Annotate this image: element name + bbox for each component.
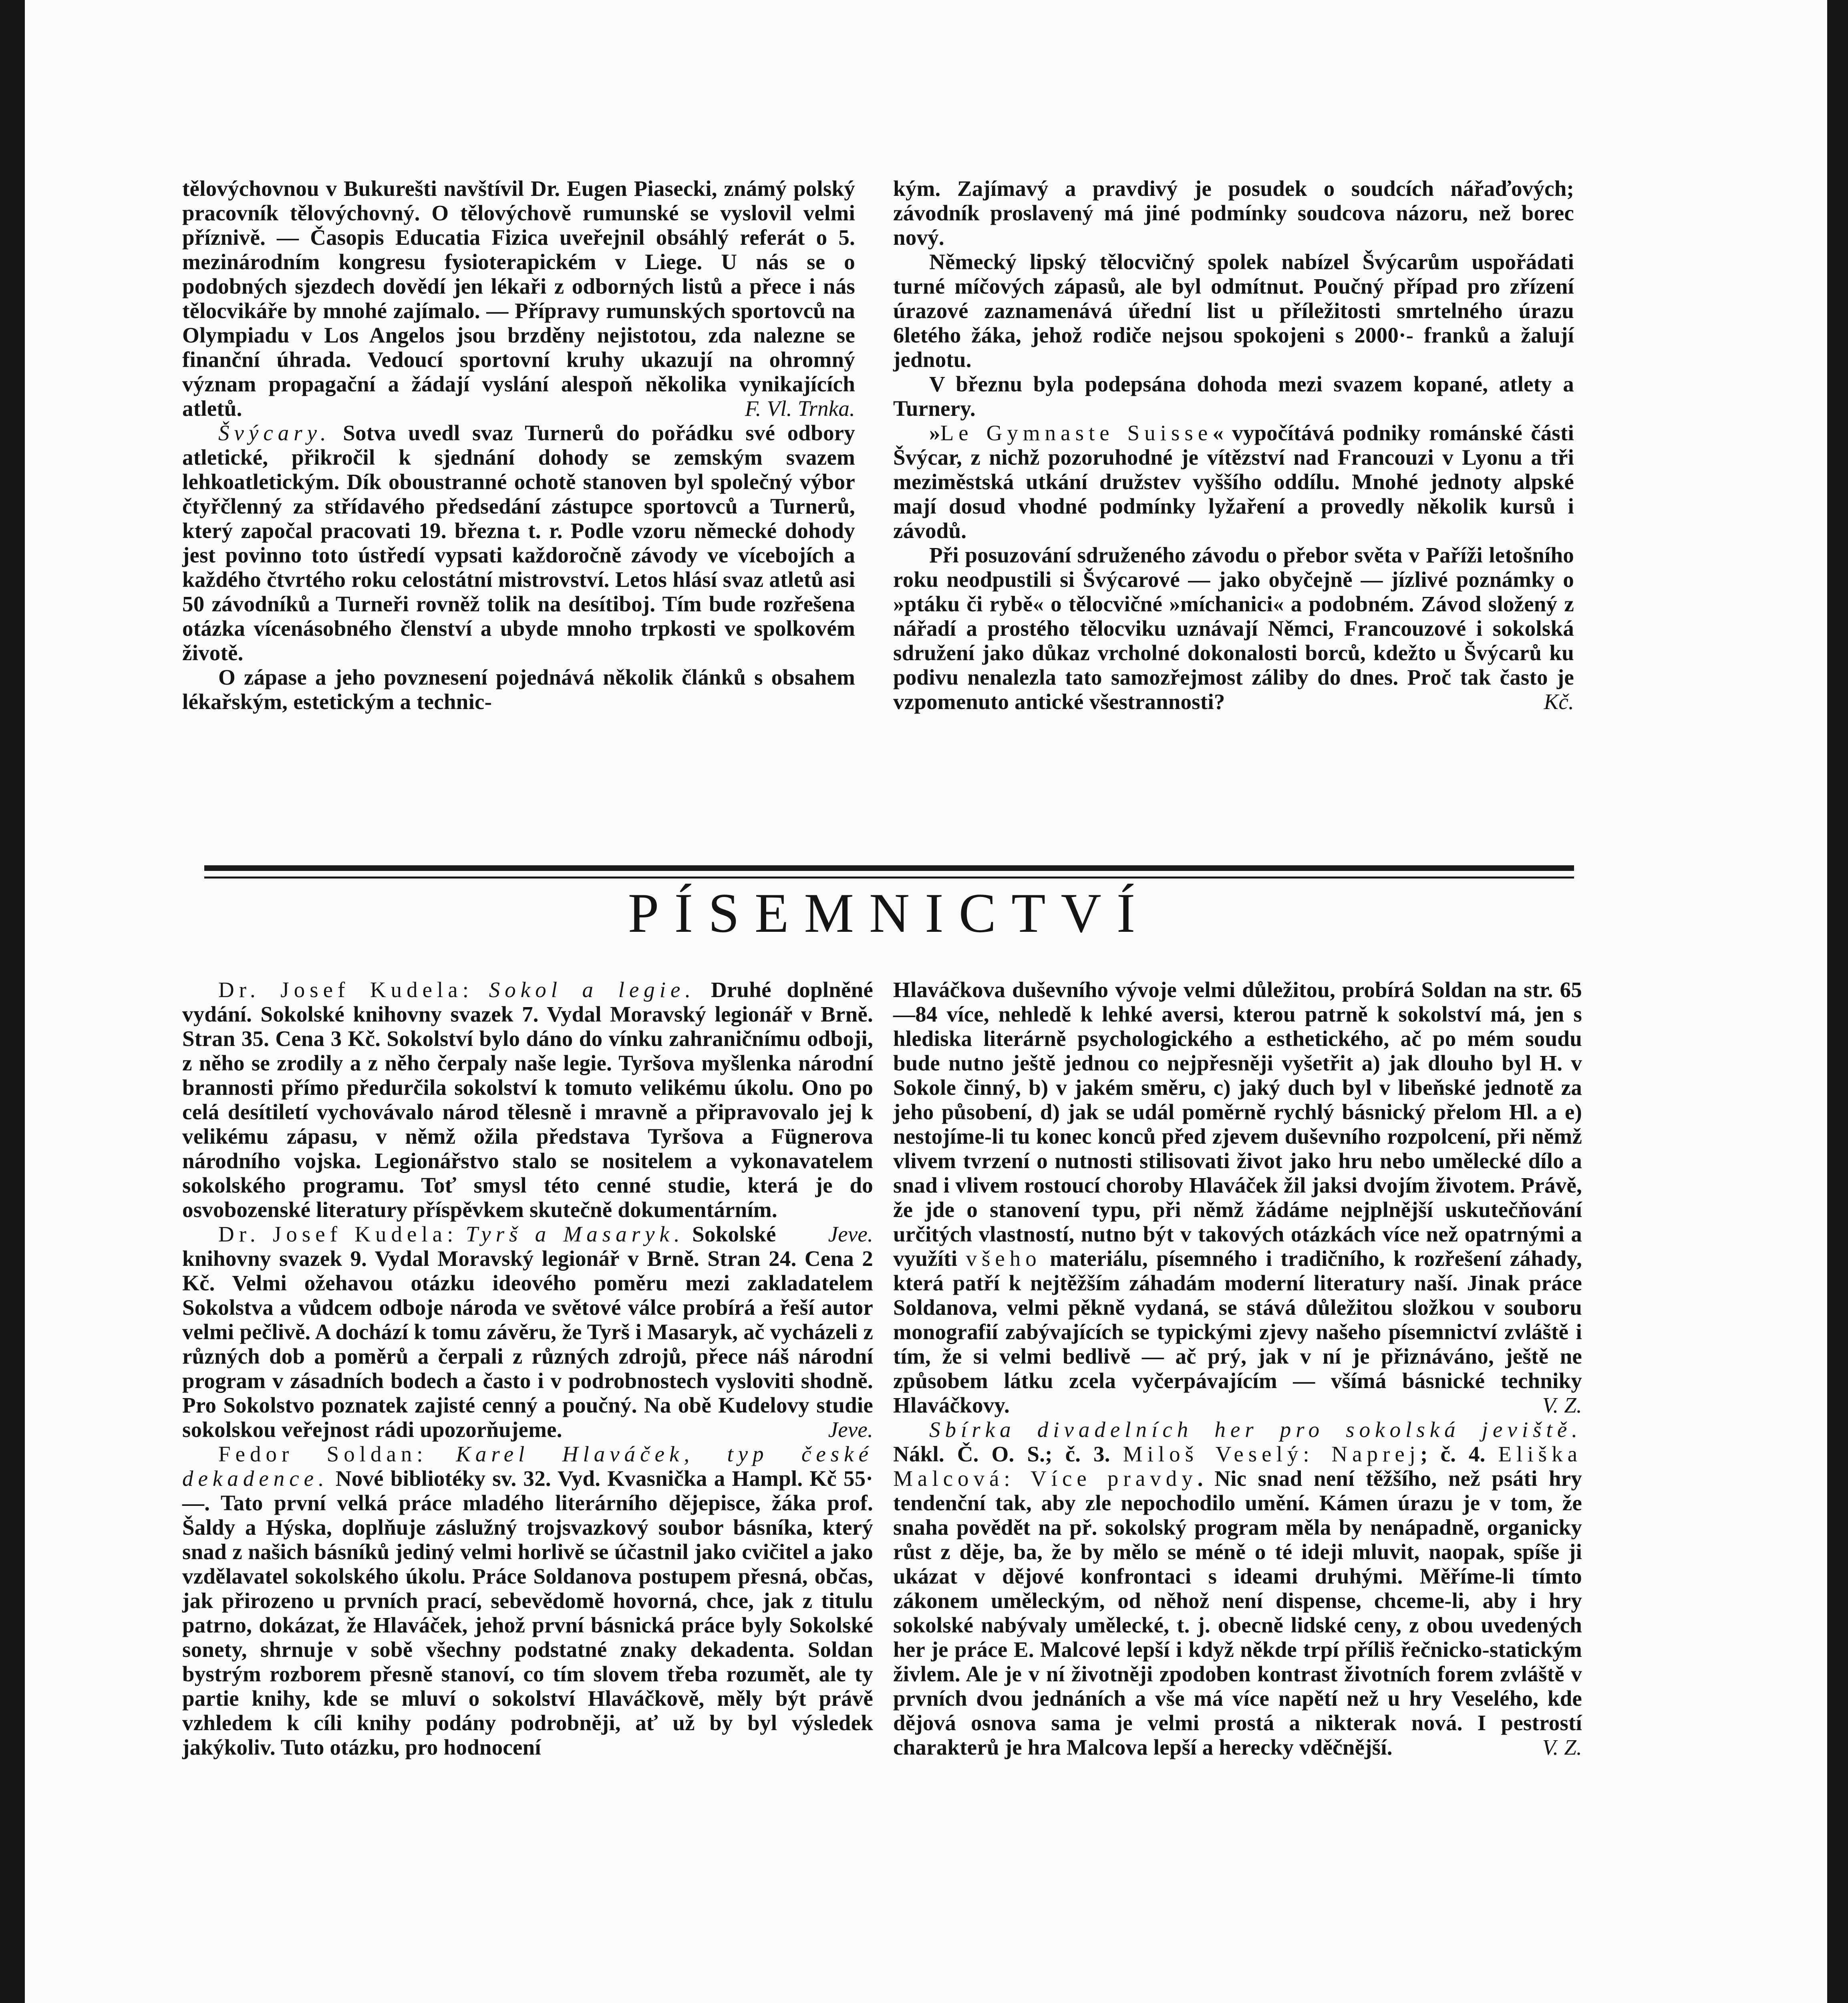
signature: Kč. — [1544, 689, 1574, 714]
review: Dr. Josef Kudela: Sokol a legie. Druhé doplněné vydání. Sokolské knihovny svazek 7. Vydal Moravský legionář v Brně. Stran 35. Cena 3 Kč. Sokolství bylo dáno do vínku zahraničnímu odboji, z něho se zrodily a z něho čerpaly naše legie. Tyršova myšlenka národní brannosti přímo předurčila sokolství k tomuto velikému úkolu. Ono po celá desítiletí vychovávalo národ tělesně i mravně a připravovalo jej k velikému zápasu, v němž ožila představa Tyršova a Fügnerova národního vojska. Legionářstvo stalo se nositelem a vykonavatelem sokolského programu. Toť smysl této cenné studie, která je do osvobozenské literatury příspěvkem skutečně dokumentárním. Jeve. — [182, 977, 874, 1246]
review-book-title: Tyrš a Masaryk. — [465, 1222, 684, 1246]
top-left-column — [182, 176, 855, 805]
top-right-column — [893, 176, 1574, 805]
play-title: Eliška Malcová: Více pravdy — [893, 1442, 1582, 1491]
journal-name: Le Gymnaste Suisse — [940, 421, 1213, 445]
review-book-title: Sokol a legie. — [489, 977, 696, 1002]
review-book-title: Karel Hlaváček, typ české dekadence. — [182, 1442, 873, 1491]
signature: V. Z. — [1542, 1735, 1582, 1759]
review-author: Dr. Josef Kudela: — [218, 977, 474, 1002]
scan-border-left — [0, 0, 25, 2003]
play-title: Miloš Veselý: Naprej — [1123, 1442, 1421, 1466]
review: Fedor Soldan: Karel Hlaváček, typ české dekadence. Nové bibliotéky sv. 32. Vyd. Kvasnička a Hampl. Kč 55·—. Tato první velká práce mladého literárního dějepisce, žáka prof. Šaldy a Hýska, doplňuje záslužný trojsvazkový soubor básníka, který snad z našich básníků jediný velmi horlivě se účastnil jako cvičitel a jako vzdělavatel sokolského úkolu. Práce Soldanova postupem přesná, občas, jak přirozeno u prvních prací, sebevědomě hovorná, chce, jak z titulu patrno, dokázat, že Hlaváček, jehož první básnická práce byly Sokolské sonety, shrnuje v sobě všechny podstatné znaky dekadenta. Soldan bystrým rozborem přesně stanoví, co tím slovem třeba rozumět, ale ty partie knihy, kde se mluví o sokolství Hlaváčkově, měly být právě vzhledem k cíli knihy podány podrobněji, ať už by byl výsledek jakýkoliv. Tuto otázku, pro hodnocení — [182, 1442, 873, 1759]
paragraph: Švýcary. Sotva uvedl svaz Turnerů do pořádku své odbory atletické, přikročil k sjednání dohody se zemským svazem lehkoatletickým. Dík oboustranné ochotě stanoven byl společný výbor čtyřčlenný za střídavého předsedání zástupce sportovců a Turnerů, který započal pracovati 19. března t. r. Podle vzoru německé dohody jest povinno toto ústředí vypsati každoročně závody ve vícebojích a každého čtvrtého roku celostátní mistrovství. Letos hlásí svaz atletů asi 50 závodníků a Turneři rovněž tolik na desítiboj. Tím bude rozřešena otázka vícenásobného členství a ubyde mnoho trpkosti ve spolkovém životě. — [182, 421, 855, 665]
paragraph: »Le Gymnaste Suisse« vypočítává podniky románské části Švýcar, z nichž pozoruhodné je vítězství nad Francouzi v Lyonu a tři meziměstská utkání družstev vyššího oddílu. Mnohé jednoty alpské mají dosud vhodné podmínky lyžaření a provedly několik kursů i závodů. — [893, 421, 1574, 543]
scan-border-right — [1827, 0, 1848, 2003]
paragraph: V březnu byla podepsána dohoda mezi svazem kopané, atlety a Turnery. — [893, 372, 1574, 421]
paragraph: tělovýchovnou v Bukurešti navštívil Dr. Eugen Piasecki, známý polský pracovník tělovýchovný. O tělovýchově rumunské se vyslovil velmi příznivě. — Časopis Educatia Fizica uveřejnil obsáhlý referát o 5. mezinárodním kongresu fysioterapickém v Liege. U nás se o podobných sjezdech dovědí jen lékaři z odborných listů a přece i nás tělocvikáře by mnohé zajímalo. — Přípravy rumunských sportovců na Olympiadu v Los Angelos jsou brzděny nejistotou, zda nalezne se finanční úhrada. Vedoucí sportovní kruhy ukazují na ohromný význam propagační a žádají vyslání alespoň několika vynikajících atletů. F. Vl. Trnka. — [182, 176, 855, 421]
country-heading: Švýcary. — [218, 421, 331, 445]
bottom-left-column — [182, 977, 873, 2003]
section-rule-thin — [204, 877, 1574, 879]
paragraph: O zápase a jeho povznesení pojednává několik článků s obsahem lékařským, estetickým a technic- — [182, 665, 855, 714]
paragraph: kým. Zajímavý a pravdivý je posudek o soudcích nářaďových; závodník proslavený má jiné podmínky soudcova názoru, než borec nový. — [893, 176, 1574, 250]
signature: Jeve. — [828, 1222, 873, 1246]
bottom-right-column — [893, 977, 1582, 2003]
signature: V. Z. — [1542, 1393, 1582, 1417]
signature: F. Vl. Trnka. — [745, 396, 855, 421]
review-book-title: Sbírka divadelních her pro sokolská jeviště. — [929, 1417, 1582, 1442]
review: Sbírka divadelních her pro sokolská jeviště. Nákl. Č. O. S.; č. 3. Miloš Veselý: Naprej; č. 4. Eliška Malcová: Více pravdy. Nic snad není těžšího, než psáti hry tendenční tak, aby zle nepochodilo umění. Kámen úrazu je v tom, že snaha povědět na př. sokolský program měla by nenápadně, organicky růst z děje, ba, že by mělo se méně o té ideji mluvit, naopak, spíše ji ukázat v dějové konfrontaci s ideami druhými. Měříme-li tímto zákonem uměleckým, od něhož není dispense, chceme-li, aby i hry sokolské nabývaly umělecké, t. j. obecně lidské ceny, z obou uvedených her je práce E. Malcové lepší i když někde trpí příliš řečnicko-statickým živlem. Ale je v ní životněji zpodoben kontrast životních forem zvláště v prvních dvou jednáních a vše má více napětí než u hry Veselého, kde dějová osnova sama je velmi prostá a nikterak nová. I pestrostí charakterů je hra Malcova lepší a herecky vděčnější. V. Z. — [893, 1417, 1582, 1759]
review-author: Dr. Josef Kudela: — [218, 1222, 458, 1246]
signature: Jeve. — [828, 1417, 873, 1442]
review-author: Fedor Soldan: — [218, 1442, 428, 1466]
section-rule — [204, 865, 1574, 871]
paragraph: Při posuzování sdruženého závodu o přebor světa v Paříži letošního roku neodpustili si Švýcarové — jako obyčejně — jízlivé poznámky o »ptáku či rybě« o tělocvičné »míchanici« a podobném. Závod složený z nářadí a prostého tělocviku uznávají Němci, Francouzové i sokolská sdružení jako důkaz vrcholné dokonalosti borců, kdežto u Švýcarů ku podivu nenalezla tato samozřejmost záliby do dnes. Proč tak často je vzpomenuto antické všestrannosti? Kč. — [893, 543, 1574, 714]
paragraph: Německý lipský tělocvičný spolek nabízel Švýcarům uspořádati turné míčových zápasů, ale byl odmítnut. Poučný případ pro zřízení úrazové zaznamenává úřední list u příležitosti smrtelného úrazu 6letého žáka, jehož rodiče nejsou spokojeni s 2000·- franků a žalují jednotu. — [893, 250, 1574, 372]
review-continuation: Hlaváčkova duševního vývoje velmi důležitou, probírá Soldan na str. 65—84 více, nehledě k lehké aversi, kterou patrně k sokolství má, jen s hlediska literárně psychologického a esthetického, ač po mém soudu bude nutno ještě jednou co nejpřesněji vyšetřit a) jak dlouho byl H. v Sokole činný, b) v jakém směru, c) jaký duch byl v libeňské jednotě za jeho působení, d) jak se udál poměrně rychlý básnický přelom Hl. a e) nestojíme-li tu konec konců před zjevem duševního rozpolcení, při němž vlivem tvrzení o nutnosti stilisovati život jako hru nebo umělecké dílo a snad i vlivem rostoucí choroby Hlaváček žil jaksi dvojím životem. Právě, že jde o stanovení typu, při němž žádáme nejplnější uskutečňování určitých vlastností, nutno být v takových otázkách více než opatrnými a využíti všeho materiálu, písemného i tradičního, k rozřešení záhady, která patří k nejtěžším záhadám moderní literatury naší. Jinak práce Soldanova, velmi pěkně vydaná, se stává důležitou složkou v souboru monografií zabývajících se typickými zjevy našeho písemnictví zvláště i tím, že si velmi bedlivě — ač prý, jak v ní je přiznáváno, ještě ne způsobem látku zcela vyčerpávajícím — všímá básnické techniky Hlaváčkovy. V. Z. — [893, 977, 1582, 1417]
review: Dr. Josef Kudela: Tyrš a Masaryk. Sokolské knihovny svazek 9. Vydal Moravský legionář v Brně. Stran 24. Cena 2 Kč. Velmi ožehavou otázku ideového poměru mezi zakladatelem Sokolstva a vůdcem odboje národa ve světové válce probírá a řeší autor velmi pečlivě. A dochází k tomu závěru, že Tyrš i Masaryk, ač vycházeli z různých dob a poměrů a čerpali z různých zdrojů, přece náš národní program v zásadních bodech a často i v podrobnostech vysloviti shodně. Pro Sokolstvo poznatek zajisté cenný a poučný. Na obě Kudelovy studie sokolskou veřejnost rádi upozorňujeme. Jeve. — [182, 1222, 873, 1442]
section-title: PÍSEMNICTVÍ — [628, 882, 1151, 944]
